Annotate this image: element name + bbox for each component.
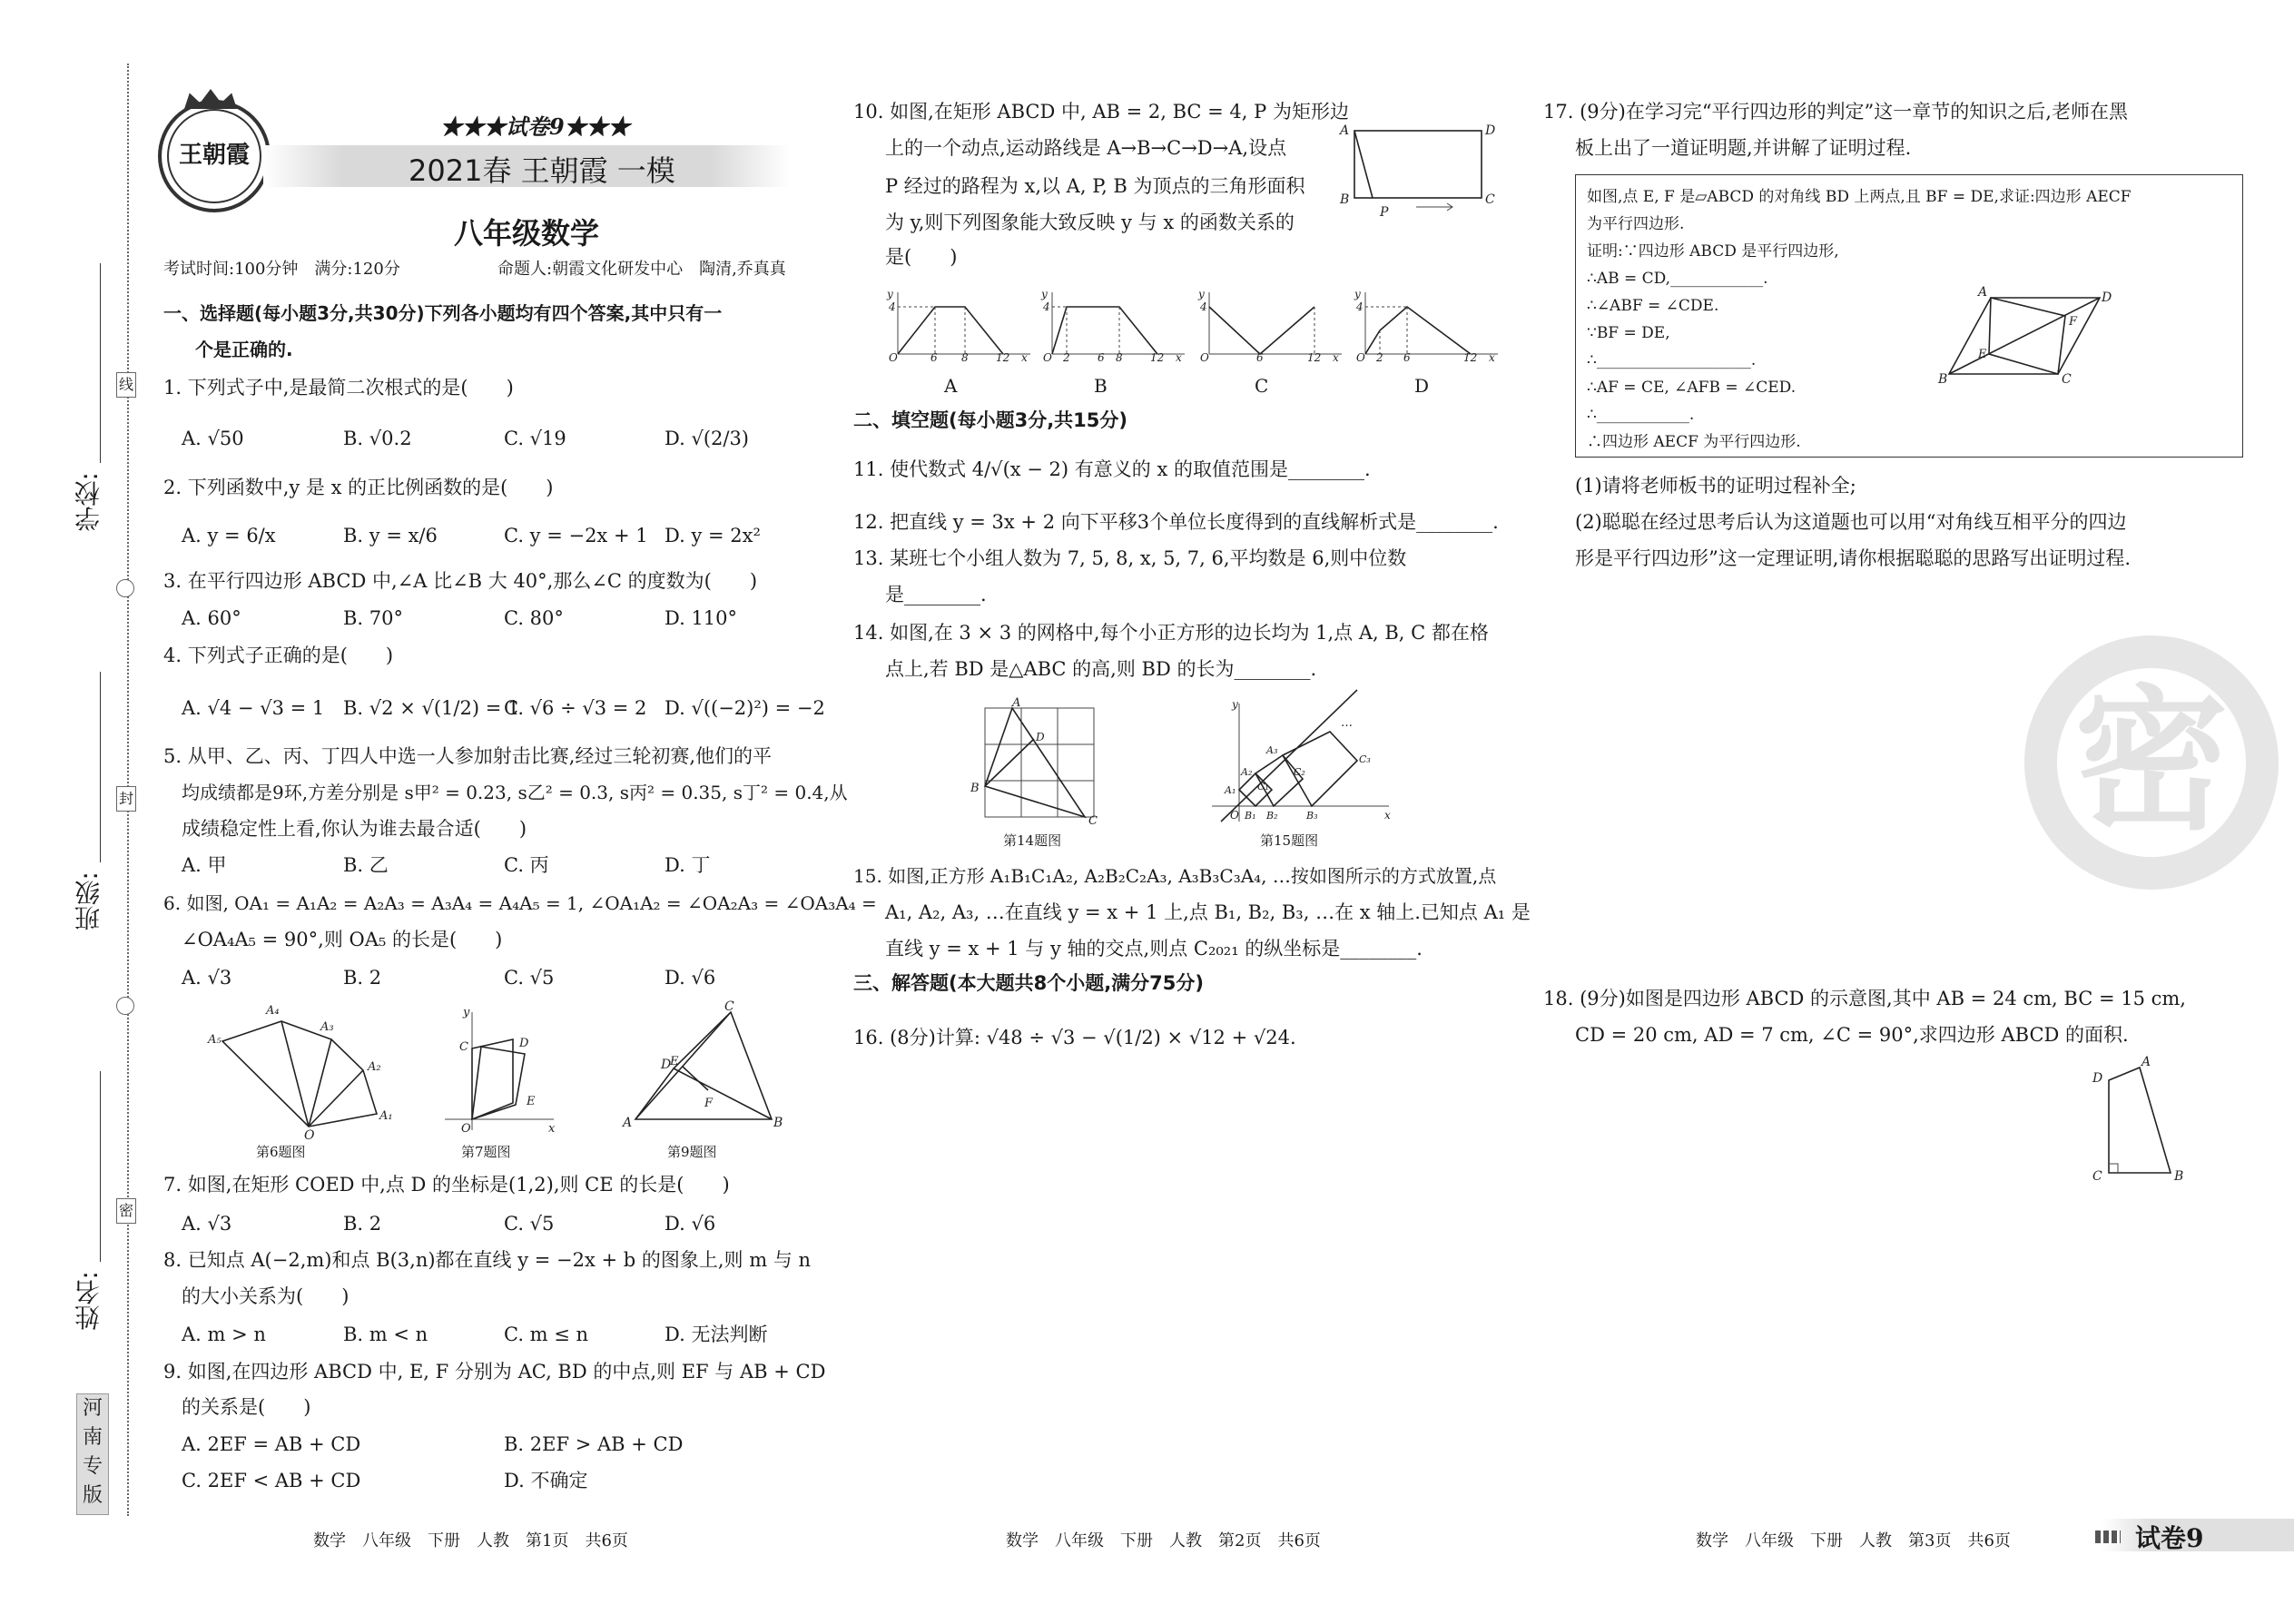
question-14-line2: 点上,若 BD 是△ABC 的高,则 BD 的长为________. [885,658,1317,680]
svg-text:E: E [1978,348,1987,361]
q8-option-a[interactable]: A. m > n [182,1324,266,1345]
q3-option-b[interactable]: B. 70° [343,607,404,629]
svg-text:B: B [970,782,980,795]
question-17-part2-line1: (2)聪聪在经过思考后认为这道题也可以用“对角线互相平分的四边 [1575,511,2127,533]
svg-text:x: x [1333,351,1339,364]
class-blank [100,672,101,862]
figure-14 [967,696,1112,828]
svg-text:P: P [1380,205,1389,220]
q5-option-c[interactable]: C. 丙 [504,854,549,876]
footer-page-1: 数学 八年级 下册 人教 第1页 共6页 [313,1531,628,1550]
svg-text:B: B [773,1116,783,1130]
q6-option-b[interactable]: B. 2 [343,967,382,989]
name-blank [100,1071,101,1262]
proof-line-6: ∵BF = DE, [1587,324,1670,342]
svg-text:O: O [304,1128,315,1143]
question-1: 1. 下列式子中,是最简二次根式的是( ) [163,377,514,399]
svg-text:F: F [704,1097,714,1110]
question-9-line1: 9. 如图,在四边形 ABCD 中, E, F 分别为 AC, BD 的中点,则 EF 与 AB + CD [163,1361,826,1383]
q8-option-d[interactable]: D. 无法判断 [665,1324,768,1345]
q2-option-b[interactable]: B. y = x/6 [343,525,438,546]
svg-text:x: x [1021,351,1028,364]
question-5-line2: 均成绩都是9环,方差分别是 s甲² = 0.23, s乙² = 0.3, s丙² = 0.35, s丁² = 0.4,从 [182,782,848,803]
question-10-line5: 是( ) [885,246,958,268]
proof-line-10: ∴四边形 AECF 为平行四边形. [1587,433,1801,451]
svg-text:E: E [527,1095,536,1108]
q7-option-a[interactable]: A. √3 [182,1213,232,1235]
svg-text:O: O [1200,351,1209,364]
q9-option-b[interactable]: B. 2EF > AB + CD [504,1433,684,1455]
proof-line-1: 如图,点 E, F 是▱ABCD 的对角线 BD 上两点,且 BF = DE,求证:四边形 AECF [1587,188,2132,206]
q5-option-b[interactable]: B. 乙 [343,854,389,876]
q7-option-b[interactable]: B. 2 [343,1213,382,1235]
svg-text:C: C [459,1040,468,1054]
q10-option-d[interactable]: D [1414,375,1430,397]
svg-text:4: 4 [889,300,896,313]
question-10-line1: 10. 如图,在矩形 ABCD 中, AB = 2, BC = 4, P 为矩形边 [853,101,1349,123]
q6-option-c[interactable]: C. √5 [504,967,555,989]
question-15-line3: 直线 y = x + 1 与 y 轴的交点,则点 C₂₀₂₁ 的纵坐标是________. [885,938,1423,960]
svg-text:12: 12 [1463,351,1478,364]
svg-text:A₂: A₂ [1241,766,1253,778]
svg-text:F: F [2069,315,2078,329]
author-info: 命题人:朝霞文化研发中心 陶清,乔真真 [497,260,786,279]
svg-text:B: B [1938,372,1948,387]
svg-text:x: x [1384,809,1391,822]
svg-text:C: C [2062,372,2072,387]
question-7: 7. 如图,在矩形 COED 中,点 D 的坐标是(1,2),则 CE 的长是( ) [163,1174,730,1196]
proof-line-4: ∴AB = CD,____________. [1587,270,1768,288]
q9-option-a[interactable]: A. 2EF = AB + CD [182,1433,361,1455]
class-label: 班级: [74,871,103,931]
svg-text:B: B [1340,192,1350,207]
q7-option-c[interactable]: C. √5 [504,1213,555,1235]
svg-text:A: A [2141,1055,2151,1069]
svg-text:12: 12 [996,351,1010,364]
name-label: 姓名: [74,1271,103,1331]
svg-text:C₃: C₃ [1359,753,1371,765]
question-11: 11. 使代数式 4/√(x − 2) 有意义的 x 的取值范围是________. [853,458,1371,480]
svg-text:A: A [1978,285,1988,300]
section-1-heading-cont: 个是正确的. [195,339,293,360]
watermark-text: 密 [2073,672,2229,851]
figure-18 [2083,1053,2201,1189]
svg-text:y: y [463,1006,470,1019]
q6-option-d[interactable]: D. √6 [665,967,716,989]
figure-7 [427,1003,563,1139]
circle-icon [116,579,134,597]
q4-option-a[interactable]: A. √4 − √3 = 1 [182,697,325,719]
watermark-seal [2024,635,2279,890]
q4-option-c[interactable]: C. √6 ÷ √3 = 2 [504,697,647,719]
svg-text:2: 2 [1063,351,1070,364]
section-2-heading: 二、填空题(每小题3分,共15分) [853,409,1128,431]
svg-text:D: D [1036,731,1045,743]
page-title: 八年级数学 [454,216,600,251]
figure-6-caption: 第6题图 [256,1144,306,1160]
figure-14-caption: 第14题图 [1003,832,1062,849]
q10-graph-a[interactable] [885,288,1039,364]
svg-text:B₃: B₃ [1306,810,1318,822]
svg-text:…: … [1341,716,1353,730]
question-16: 16. (8分)计算: √48 ÷ √3 − √(1/2) × √12 + √24. [853,1027,1296,1048]
q10-graph-d[interactable] [1353,288,1507,364]
svg-text:12: 12 [1150,351,1165,364]
footer-badge: 试卷9 [2135,1523,2204,1553]
section-3-heading: 三、解答题(本大题共8个小题,满分75分) [853,972,1205,994]
svg-text:O: O [461,1122,471,1136]
q5-option-a[interactable]: A. 甲 [182,854,227,876]
svg-text:E: E [670,1055,679,1068]
logo-seal: 王朝霞 [158,100,271,212]
svg-text:6: 6 [930,351,938,364]
question-10-line2: 上的一个动点,运动路线是 A→B→C→D→A,设点 [885,137,1287,159]
svg-text:C: C [1088,814,1098,828]
question-15-line1: 15. 如图,正方形 A₁B₁C₁A₂, A₂B₂C₂A₃, A₃B₃C₃A₄, …按如图所示的方式放置,点 [853,865,1497,887]
question-10-line3: P 经过的路程为 x,以 A, P, B 为顶点的三角形面积 [885,175,1305,197]
svg-text:x: x [1176,351,1182,364]
svg-text:O: O [1230,809,1239,822]
svg-text:8: 8 [961,351,969,364]
figure-9 [617,999,783,1139]
proof-line-9: ∴____________. [1587,406,1695,424]
q4-option-b[interactable]: B. √2 × √(1/2) = 1 [343,697,520,719]
footer-squares-icon [2095,1530,2121,1543]
svg-text:6: 6 [1098,351,1105,364]
q4-option-d[interactable]: D. √((−2)²) = −2 [665,697,825,719]
footer-page-3: 数学 八年级 下册 人教 第3页 共6页 [1696,1531,2011,1550]
q1-option-a[interactable]: A. √50 [182,428,244,449]
q2-option-d[interactable]: D. y = 2x² [665,525,761,546]
svg-text:B: B [2174,1169,2184,1184]
exam-info: 考试时间:100分钟 满分:120分 [163,260,400,279]
question-6-line2: ∠OA₄A₅ = 90°,则 OA₅ 的长是( ) [182,929,503,950]
question-5-line1: 5. 从甲、乙、丙、丁四人中选一人参加射击比赛,经过三轮初赛,他们的平 [163,745,773,767]
q3-option-d[interactable]: D. 110° [665,607,738,629]
svg-text:y: y [1041,288,1048,300]
q10-option-c[interactable]: C [1255,375,1269,397]
question-10-line4: 为 y,则下列图象能大致反映 y 与 x 的函数关系的 [885,212,1295,233]
svg-text:y: y [887,288,893,300]
svg-text:D: D [2102,290,2112,305]
q7-option-d[interactable]: D. √6 [665,1213,716,1235]
mark-seal: 封 [116,786,136,812]
svg-text:4: 4 [1200,300,1207,313]
proof-line-3: 证明:∵四边形 ABCD 是平行四边形, [1587,242,1839,261]
svg-text:C: C [2092,1169,2102,1184]
exam-title: 2021春 王朝霞 一模 [409,153,675,188]
svg-text:C₂: C₂ [1294,766,1305,778]
question-17-line2: 板上出了一道证明题,并讲解了证明过程. [1575,137,1912,159]
svg-text:A₁: A₁ [1225,784,1236,796]
q2-option-a[interactable]: A. y = 6/x [182,525,276,546]
svg-text:y: y [1232,698,1238,711]
q9-option-c[interactable]: C. 2EF < AB + CD [182,1470,361,1491]
svg-text:A₃: A₃ [1266,744,1278,756]
question-13-line1: 13. 某班七个小组人数为 7, 5, 8, x, 5, 7, 6,平均数是 6,则中位数 [853,547,1407,569]
svg-text:A₂: A₂ [368,1060,381,1074]
svg-text:2: 2 [1376,351,1383,364]
figure-7-caption: 第7题图 [461,1144,511,1160]
q8-option-b[interactable]: B. m < n [343,1324,428,1345]
q1-option-b[interactable]: B. √0.2 [343,428,412,449]
proof-line-7: ∴____________________. [1587,351,1757,369]
svg-text:A: A [1340,123,1350,138]
svg-text:A₅: A₅ [208,1033,222,1047]
q3-option-a[interactable]: A. 60° [182,607,241,629]
svg-text:A: A [623,1116,633,1130]
question-17-part2-line2: 形是平行四边形”这一定理证明,请你根据聪聪的思路写出证明过程. [1575,547,2132,569]
question-14-line1: 14. 如图,在 3 × 3 的网格中,每个小正方形的边长均为 1,点 A, B, C 都在格 [853,622,1489,644]
svg-text:C: C [1485,192,1495,207]
svg-text:A₁: A₁ [379,1109,393,1123]
svg-text:x: x [1489,351,1495,364]
svg-text:6: 6 [1403,351,1411,364]
question-17-part1: (1)请将老师板书的证明过程补全; [1575,475,1856,497]
section-1-heading: 一、选择题(每小题3分,共30分)下列各小题均有四个答案,其中只有一 [163,302,723,324]
question-2: 2. 下列函数中,y 是 x 的正比例函数的是( ) [163,477,554,498]
svg-text:4: 4 [1043,300,1050,313]
footer-page-2: 数学 八年级 下册 人教 第2页 共6页 [1006,1531,1321,1550]
q2-option-c[interactable]: C. y = −2x + 1 [504,525,648,546]
question-18-line2: CD = 20 cm, AD = 7 cm, ∠C = 90°,求四边形 ABCD 的面积. [1575,1024,2129,1046]
question-3: 3. 在平行四边形 ABCD 中,∠A 比∠B 大 40°,那么∠C 的度数为( ) [163,570,758,592]
question-9-line2: 的关系是( ) [182,1396,311,1418]
svg-text:C₁: C₁ [1257,781,1269,792]
q9-option-d[interactable]: D. 不确定 [504,1470,588,1491]
q1-option-c[interactable]: C. √19 [504,428,566,449]
mark-line: 线 [116,372,136,398]
q10-graph-c[interactable] [1196,288,1351,364]
question-15-line2: A₁, A₂, A₃, …在直线 y = x + 1 上,点 B₁, B₂, B₃, …在 x 轴上.已知点 A₁ 是 [885,901,1531,923]
q8-option-c[interactable]: C. m ≤ n [504,1324,589,1345]
svg-text:O: O [1356,351,1365,364]
school-blank [100,263,101,463]
stars-title: ★★★试卷9★★★ [440,113,630,140]
q10-option-b[interactable]: B [1094,375,1108,397]
q1-option-d[interactable]: D. √(2/3) [665,428,750,449]
edition-box: 河 南 专 版 [76,1393,109,1515]
figure-15-caption: 第15题图 [1260,832,1319,849]
figure-6 [204,1003,393,1143]
school-label: 学校: [74,472,103,532]
figure-17 [1938,281,2111,390]
question-5-line3: 成绩稳定性上看,你认为谁去最合适( ) [182,818,527,840]
question-12: 12. 把直线 y = 3x + 2 向下平移3个单位长度得到的直线解析式是________. [853,511,1499,533]
svg-text:12: 12 [1307,351,1322,364]
svg-text:O: O [889,351,898,364]
svg-text:x: x [548,1122,556,1136]
question-4: 4. 下列式子正确的是( ) [163,645,394,666]
proof-line-5: ∴∠ABF = ∠CDE. [1587,297,1719,315]
svg-text:A₃: A₃ [320,1020,334,1034]
svg-text:D: D [1485,123,1496,138]
mark-secret: 密 [116,1198,136,1224]
svg-text:D: D [519,1037,529,1050]
question-13-line2: 是________. [885,584,987,605]
svg-text:B₂: B₂ [1266,810,1278,822]
question-6-line1: 6. 如图, OA₁ = A₁A₂ = A₂A₃ = A₃A₄ = A₄A₅ = 1, ∠OA₁A₂ = ∠OA₂A₃ = ∠OA₃A₄ = [163,892,877,914]
svg-text:y: y [1354,288,1361,300]
svg-text:D: D [661,1058,672,1072]
q6-option-a[interactable]: A. √3 [182,967,232,989]
circle-icon [116,997,134,1015]
q3-option-c[interactable]: C. 80° [504,607,564,629]
svg-text:y: y [1198,288,1205,300]
svg-text:6: 6 [1256,351,1264,364]
question-18-line1: 18. (9分)如图是四边形 ABCD 的示意图,其中 AB = 24 cm, BC = 15 cm, [1543,988,2186,1009]
proof-line-2: 为平行四边形. [1587,215,1685,233]
svg-text:A: A [1012,696,1021,710]
figure-15 [1203,699,1393,826]
svg-text:B₁: B₁ [1245,810,1256,822]
svg-text:A₄: A₄ [266,1004,280,1018]
question-17-line1: 17. (9分)在学习完“平行四边形的判定”这一章节的知识之后,老师在黑 [1543,101,2128,123]
q10-option-a[interactable]: A [944,375,958,397]
svg-text:O: O [1043,351,1052,364]
svg-text:4: 4 [1356,300,1364,313]
question-8-line1: 8. 已知点 A(−2,m)和点 B(3,n)都在直线 y = −2x + b 的图象上,则 m 与 n [163,1249,812,1271]
figure-9-caption: 第9题图 [667,1144,717,1160]
crown-icon [184,89,237,109]
proof-line-8: ∴AF = CE, ∠AFB = ∠CED. [1587,379,1797,397]
svg-text:8: 8 [1116,351,1123,364]
svg-text:C: C [724,999,734,1014]
q10-graph-b[interactable] [1039,288,1194,364]
svg-text:D: D [2092,1071,2103,1086]
q5-option-d[interactable]: D. 丁 [665,854,711,876]
question-8-line2: 的大小关系为( ) [182,1285,350,1307]
figure-10 [1334,116,1516,225]
